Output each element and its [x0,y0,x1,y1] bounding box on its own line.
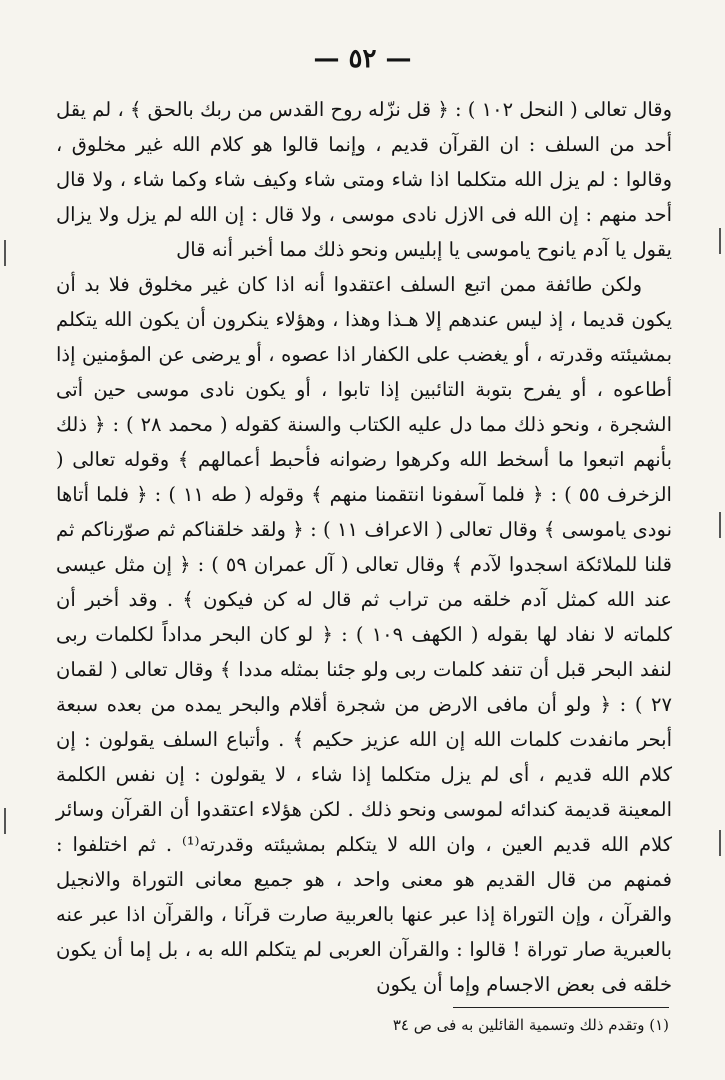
paragraph-1: وقال تعالى ( النحل ١٠٢ ) : ﴿ قل نزّله روح القدس من ربك بالحق ﴾ ، لم يقل أحد من السلف : ان القرآن قديم ، وإنما قالوا هو كلام الله غير مخلوق ، وقالوا : لم يزل الله متكلما اذا شاء ومتى شاء وكيف شاء وكما شاء ، ولا قال أحد منهم : إن الله فى الازل نادى موسى ، ولا قال : إن الله لم يزل ولا يزال يقول يا آدم يانوح ياموسى يا إبليس ونحو ذلك مما أخبر أنه قال [56,98,672,261]
margin-mark [719,228,721,254]
margin-mark [719,830,721,856]
paragraph-2: ولكن طائفة ممن اتبع السلف اعتقدوا أنه اذا كان غير مخلوق فلا بد أن يكون قديما ، إذ ليس عندهم إلا هـذا وهذا ، وهؤلاء ينكرون أن يكون الله يتكلم بمشيئته وقدرته ، أو يغضب على الكفار اذا عصوه ، أو يرضى عن المؤمنين إذا أطاعوه ، أو يفرح بتوبة التائبين إذا تابوا ، أو يكون نادى موسى حين أتى الشجرة ، ونحو ذلك مما دل عليه الكتاب والسنة كقوله ( محمد ٢٨ ) : ﴿ ذلك بأنهم اتبعوا ما أسخط الله وكرهوا رضوانه فأحبط أعمالهم ﴾ وقوله تعالى ( الزخرف ٥٥ ) : ﴿ فلما آسفونا انتقمنا منهم ﴾ وقوله ( طه ١١ ) : ﴿ فلما أتاها نودى ياموسى ﴾ وقال تعالى ( الاعراف ١١ ) : ﴿ ولقد خلقناكم ثم صوّرناكم ثم قلنا للملائكة اسجدوا لآدم ﴾ وقال تعالى ( آل عمران ٥٩ ) : ﴿ إن مثل عيسى عند الله كمثل آدم خلقه من تراب ثم قال له كن فيكون ﴾ . وقد أخبر أن كلماته لا نفاد لها بقوله ( الكهف ١٠٩ ) : ﴿ لو كان البحر مداداً لكلمات ربى لنفد البحر قبل أن تنفد كلمات ربى ولو جئنا بمثله مددا ﴾ وقال تعالى ( لقمان ٢٧ ) : ﴿ ولو أن مافى الارض من شجرة أقلام والبحر يمده من بعده سبعة أبحر مانفدت كلمات الله إن الله عزيز حكيم ﴾ . وأتباع السلف يقولون : إن كلام الله قديم ، أى لم يزل متكلما إذا شاء ، لا يقولون : إن نفس الكلمة المعينة قديمة كندائه لموسى ونحو ذلك . لكن هؤلاء اعتقدوا أن القرآن وسائر كلام الله قديم العين ، وان الله لا يتكلم بمشيئته وقدرته⁽¹⁾ . ثم اختلفوا : فمنهم من قال القديم هو معنى واحد ، هو جميع معانى التوراة والانجيل والقرآن ، وإن التوراة إذا عبر عنها بالعربية صارت قرآنا ، والقرآن اذا عبر عنه بالعبرية صار توراة ! قالوا : والقرآن العربى لم يتكلم الله به ، بل إما أن يكون خلقه فى بعض الاجسام وإما أن يكون [56,273,672,996]
margin-mark [719,512,721,538]
footnote-divider [453,1007,669,1008]
page-number: — ٥٢ — [313,44,412,74]
footnote: (١) وتقدم ذلك وتسمية القائلين به فى ص ٣٤ [392,1016,669,1034]
body-text [56,92,672,1002]
margin-mark [4,240,6,266]
margin-mark [4,808,6,834]
